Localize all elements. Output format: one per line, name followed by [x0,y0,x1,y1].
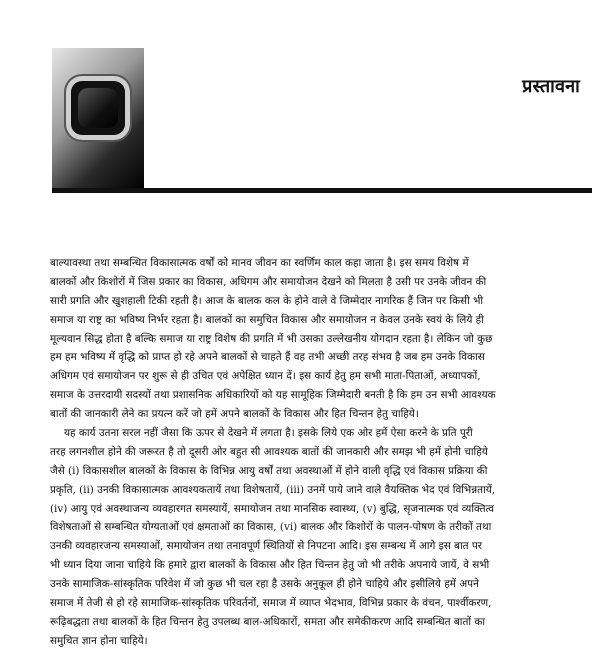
text-line: बातों की जानकारी लेने का प्रयत्न करें जो हमें अपने बालकों के विकास और हित चिन्तन हेतु चाहिये। [50,408,419,421]
text-line: सारी प्रगति और खुशहाली टिकी रहती है। आज के बालक कल के होने वाले वे जिम्मेदार नागरिक हैं जिन पर किसी भी [50,294,484,307]
text-line: उनकी व्यवहारजन्य समस्याओं, समायोजन तथा तनावपूर्ण स्थितियों से निपटना आदि। इस सम्बन्ध में आगे इस बात पर [50,540,483,553]
text-line: मूल्यवान सिद्ध होता है बल्कि समाज या राष्ट्र विशेष की प्रगति में भी उसका उल्लेखनीय योगदान रहता है। लेकिन जो कुछ [50,332,493,345]
text-line: अधिगम एवं समायोजन पर शुरू से ही उचित एवं अपेक्षित ध्यान दें। इस कार्य हेतु हम सभी माता-पिताओं, अध्यापकों, [50,370,481,383]
text-line: विशेषताओं से सम्बन्धित योग्यताओं एवं क्षमताओं का विकास, (vi) बालक और किशोरों के पालन-पोषण के तरीकों तथा [50,521,492,534]
text-line: समाज के उत्तरदायी सदस्यों तथा प्रशासनिक अधिकारियों को यह सामूहिक जिम्मेदारी बनती है कि हम उन सभी आवश्यक [50,389,496,402]
text-line: बालकों और किशोरों में जिस प्रकार का विकास, अधिगम और समायोजन देखने को मिलता है उसी पर उनके जीवन की [50,275,487,288]
screen-inner [78,88,118,128]
text-line: रूढ़िबद्धता तथा बालकों के हित चिन्तन हेतु उपलब्ध बाल-अधिकारों, समता और समेकीकरण आदि सम्बन्धित बातों का [50,615,486,628]
text-line: जैसे (i) विकासशील बालकों के विकास के विभिन्न आयु वर्षों तथा अवस्थाओं में होने वाली वृद्धि एवं विकास प्रक्रिया की [50,464,488,477]
text-line: बाल्यावस्था तथा सम्बन्धित विकासात्मक वर्षों को मानव जीवन का स्वर्णिम काल कहा जाता है। इस समय विशेष में [50,257,469,269]
text-line: समुचित ज्ञान होना चाहिये। [50,634,148,647]
text-line: हम हम भविष्य में वृद्धि को प्राप्त हो रहे अपने बालकों से चाहते हैं वह तभी अच्छी तरह संभव है जब हम उनके विकास [50,351,485,364]
chapter-logo-graphic [52,48,144,190]
header-divider [52,188,592,193]
text-line: यह कार्य उतना सरल नहीं जैसा कि ऊपर से देखने में लगता है। इसके लिये एक ओर हमें ऐसा करने के प्रति पूरी [64,427,473,440]
text-line: (iv) आयु एवं अवस्थाजन्य व्यवहारगत समस्यायें, समायोजन तथा मानसिक स्वास्थ्य, (v) बुद्धि, सृजनात्मक एवं व्यक्तित्व [50,502,495,515]
text-line: समाज में तेजी से हो रहे सामाजिक-सांस्कृतिक परिवर्तनों, समाज में व्याप्त भेदभाव, विभिन्न प्रकार के वंचन, पार्श्वीकरण, [50,597,492,610]
text-line: तरह लगनशील होने की जरूरत है तो दूसरी ओर बहुत सी आवश्यक बातों की जानकारी और समझ भी हमें होनी चाहिये [50,445,488,458]
text-line: प्रकृति, (ii) उनकी विकासात्मक आवश्यकतायें तथा विशेषतायें, (iii) उनमें पाये जाने वाले वैयक्तिक भेद एवं विभिन्नतायें, [50,483,496,496]
screen-frame-icon [66,76,130,140]
text-line: समाज या राष्ट्र का भविष्य निर्भर रहता है। बालकों का समुचित विकास और समायोजन न केवल उनके स्वयं के लिये ही [50,313,484,326]
chapter-title: प्रस्तावना [522,76,580,97]
body-text [50,254,590,651]
text-line: उनके सामाजिक-सांस्कृतिक परिवेश में जो कुछ भी चल रहा है उसके अनुकूल ही होने चाहिये और इसीलिये हमें अपने [50,578,479,591]
text-line: भी ध्यान दिया जाना चाहिये कि हमारे द्वारा बालकों के विकास और हित चिन्तन हेतु जो भी तरीके अपनाये जायें, वे सभी [50,559,490,572]
